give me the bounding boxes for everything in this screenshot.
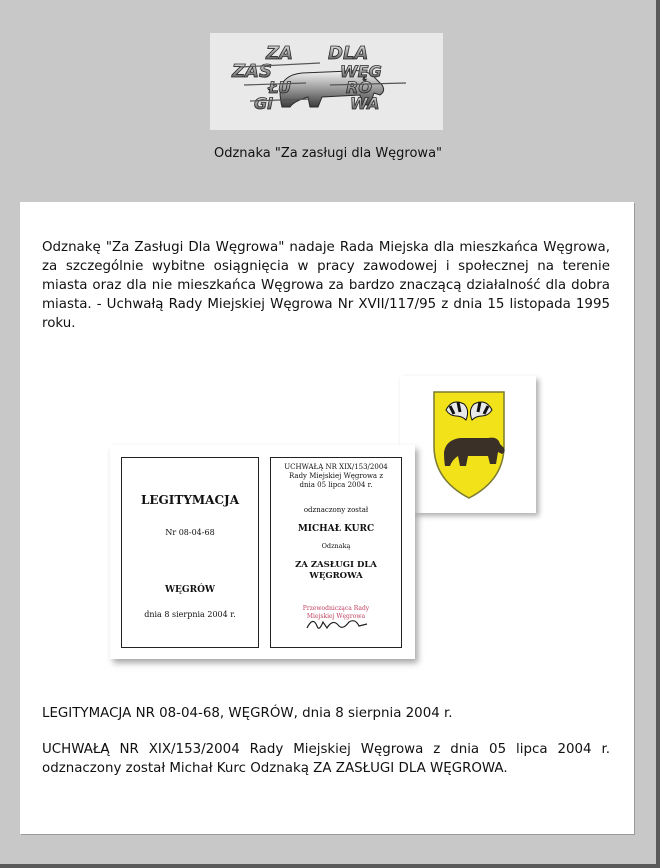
legitymacja-number: Nr 08-04-68 xyxy=(165,528,215,537)
svg-text:ŁU: ŁU xyxy=(268,78,291,97)
legitymacja-card xyxy=(110,445,415,659)
svg-text:ZAS: ZAS xyxy=(232,61,272,82)
signature-icon xyxy=(303,614,373,634)
svg-text:GI: GI xyxy=(254,94,274,113)
content-panel xyxy=(20,202,634,834)
chairwoman-stamp: Przewodnicząca Rady Miejskiej Węgrowa xyxy=(302,605,370,620)
svg-text:ZA: ZA xyxy=(266,43,293,64)
badge-pin-icon xyxy=(210,33,443,130)
badge-image xyxy=(210,33,443,130)
intro-paragraph: Odznakę "Za Zasługi Dla Węgrowa" nadaje Rada Miejska dla mieszkańca Węgrowa, za szczególnie wybitne osiągnięcia w pracy zawodowej i społecznej na terenie miasta oraz dla nie mieszkańca Węgrowa za bardzo znaczącą działalność dla dobra miasta. - Uchwałą Rady Miejskiej Węgrowa Nr XVII/117/95 z dnia 15 listopada 1995 roku. xyxy=(42,240,610,331)
badge-caption: Odznaka "Za zasługi dla Węgrowa" xyxy=(213,146,443,161)
legitymacja-date: dnia 8 sierpnia 2004 r. xyxy=(144,610,236,619)
awarded-text: odznaczony został xyxy=(303,506,369,514)
legitymacja-town: WĘGRÓW xyxy=(164,585,216,595)
coat-of-arms-card xyxy=(400,376,536,513)
recipient-name: MICHAŁ KURC xyxy=(297,524,375,534)
legitymacja-inside xyxy=(270,457,402,648)
legitymacja-title: LEGITYMACJA xyxy=(140,493,240,507)
svg-text:WĘG: WĘG xyxy=(340,62,382,81)
legitymacja-summary: LEGITYMACJA NR 08-04-68, WĘGRÓW, dnia 8 sierpnia 2004 r. xyxy=(42,706,453,721)
resolution-summary: UCHWAŁĄ NR XIX/153/2004 Rady Miejskiej Węgrowa z dnia 05 lipca 2004 r. odznaczony został Michał Kurc Odznaką ZA ZASŁUGI DLA WĘGROWA. xyxy=(42,742,610,776)
resolution-header: UCHWAŁĄ NR XIX/153/2004 Rady Miejskiej Węgrowa z dnia 05 lipca 2004 r. xyxy=(284,463,388,489)
svg-text:WA: WA xyxy=(350,94,380,113)
svg-text:RO: RO xyxy=(346,78,372,97)
legitymacja-front xyxy=(121,457,259,648)
badge-word: Odznaką xyxy=(321,542,351,550)
svg-text:DLA: DLA xyxy=(328,43,369,64)
coat-of-arms-icon xyxy=(400,376,536,513)
badge-name: ZA ZASŁUGI DLA WĘGROWA xyxy=(295,560,377,581)
